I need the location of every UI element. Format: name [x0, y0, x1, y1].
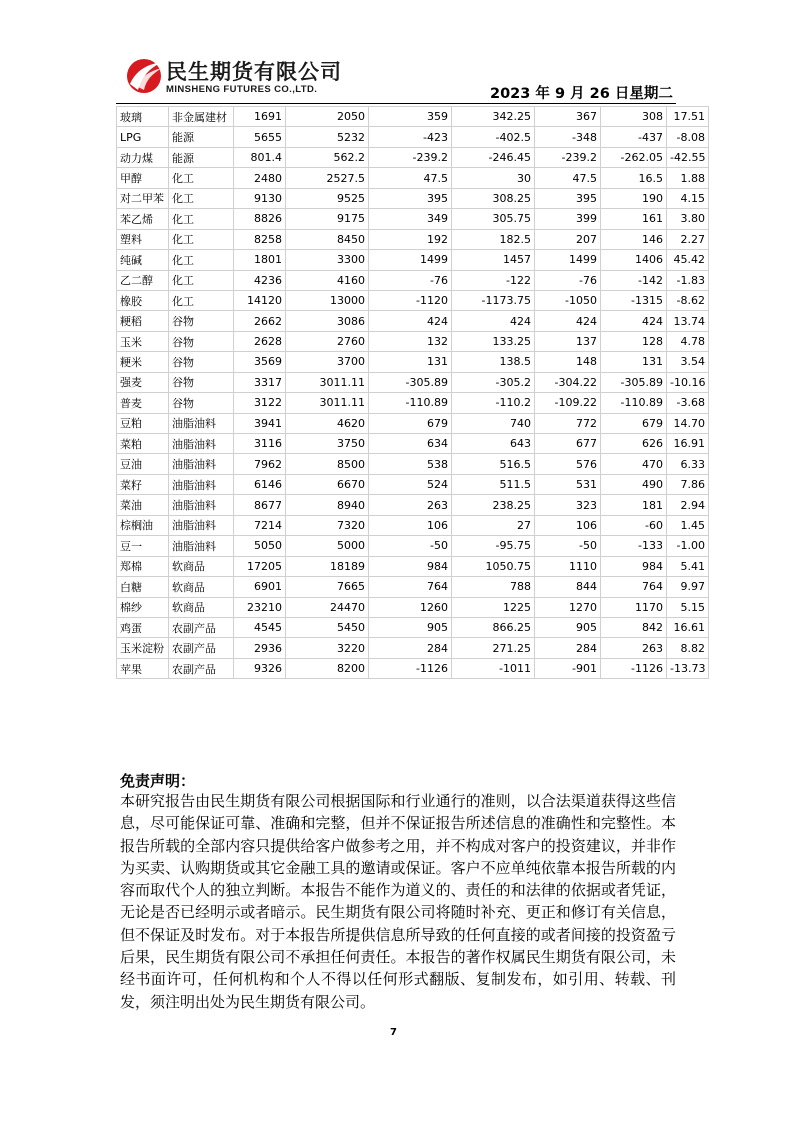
cell-value-5: -239.2 [535, 147, 601, 167]
cell-value-2: 8500 [286, 454, 369, 474]
cell-category: 软商品 [169, 597, 234, 617]
cell-value-2: 3750 [286, 434, 369, 454]
table-row [117, 209, 709, 229]
cell-value-5: 284 [535, 638, 601, 658]
cell-value-2: 5000 [286, 536, 369, 556]
cell-value-2: 4160 [286, 270, 369, 290]
table-row [117, 454, 709, 474]
cell-value-4: 1457 [452, 250, 535, 270]
cell-value-2: 8450 [286, 229, 369, 249]
cell-category: 非金属建材 [169, 107, 234, 127]
report-date: 2023 年 9 月 26 日星期二 [490, 86, 673, 102]
cell-product-name: 粳米 [117, 352, 169, 372]
cell-value-6: -133 [601, 536, 667, 556]
cell-category: 软商品 [169, 556, 234, 576]
table-row [117, 147, 709, 167]
cell-value-6: -305.89 [601, 372, 667, 392]
cell-value-4: -246.45 [452, 147, 535, 167]
cell-value-5: 1499 [535, 250, 601, 270]
cell-value-2: 3220 [286, 638, 369, 658]
cell-value-4: 788 [452, 577, 535, 597]
cell-value-1: 5050 [234, 536, 286, 556]
cell-category: 谷物 [169, 393, 234, 413]
table-row [117, 658, 709, 678]
cell-category: 油脂油料 [169, 515, 234, 535]
cell-value-6: 190 [601, 188, 667, 208]
cell-value-3: 395 [369, 188, 452, 208]
table-row [117, 311, 709, 331]
cell-value-5: 148 [535, 352, 601, 372]
cell-value-6: 1406 [601, 250, 667, 270]
table-row [117, 168, 709, 188]
cell-value-6: 131 [601, 352, 667, 372]
cell-product-name: 豆一 [117, 536, 169, 556]
cell-product-name: 苹果 [117, 658, 169, 678]
cell-value-3: 984 [369, 556, 452, 576]
cell-value-1: 4545 [234, 617, 286, 637]
cell-value-1: 801.4 [234, 147, 286, 167]
cell-value-3: 192 [369, 229, 452, 249]
cell-value-2: 9525 [286, 188, 369, 208]
cell-value-1: 5655 [234, 127, 286, 147]
cell-category: 化工 [169, 168, 234, 188]
cell-value-4: -305.2 [452, 372, 535, 392]
cell-value-5: 399 [535, 209, 601, 229]
cell-value-6: 764 [601, 577, 667, 597]
cell-value-5: 1110 [535, 556, 601, 576]
cell-value-6: 984 [601, 556, 667, 576]
cell-value-4: 511.5 [452, 474, 535, 494]
cell-value-1: 3941 [234, 413, 286, 433]
cell-category: 油脂油料 [169, 536, 234, 556]
cell-product-name: 豆粕 [117, 413, 169, 433]
cell-percent-change: -42.55 [667, 147, 709, 167]
cell-product-name: 棉纱 [117, 597, 169, 617]
table-row [117, 290, 709, 310]
cell-category: 化工 [169, 250, 234, 270]
cell-percent-change: 4.78 [667, 331, 709, 351]
cell-percent-change: 1.88 [667, 168, 709, 188]
cell-value-5: 576 [535, 454, 601, 474]
cell-value-4: 138.5 [452, 352, 535, 372]
cell-value-3: 634 [369, 434, 452, 454]
price-table [116, 106, 709, 679]
cell-value-3: 263 [369, 495, 452, 515]
cell-value-5: 424 [535, 311, 601, 331]
cell-value-5: 47.5 [535, 168, 601, 188]
cell-value-3: 764 [369, 577, 452, 597]
cell-value-3: 1260 [369, 597, 452, 617]
cell-value-5: -109.22 [535, 393, 601, 413]
cell-value-1: 2480 [234, 168, 286, 188]
cell-value-5: 207 [535, 229, 601, 249]
cell-product-name: LPG [117, 127, 169, 147]
cell-value-3: -1126 [369, 658, 452, 678]
cell-value-1: 4236 [234, 270, 286, 290]
cell-product-name: 橡胶 [117, 290, 169, 310]
price-table-body [117, 107, 709, 679]
table-row [117, 474, 709, 494]
cell-value-4: 305.75 [452, 209, 535, 229]
cell-value-2: 5450 [286, 617, 369, 637]
cell-value-2: 18189 [286, 556, 369, 576]
cell-value-3: 1499 [369, 250, 452, 270]
cell-category: 油脂油料 [169, 474, 234, 494]
cell-value-5: -901 [535, 658, 601, 678]
cell-value-5: -304.22 [535, 372, 601, 392]
cell-value-1: 3116 [234, 434, 286, 454]
cell-value-4: 133.25 [452, 331, 535, 351]
cell-percent-change: 16.91 [667, 434, 709, 454]
cell-value-2: 3700 [286, 352, 369, 372]
cell-category: 能源 [169, 127, 234, 147]
table-row [117, 577, 709, 597]
cell-value-3: 905 [369, 617, 452, 637]
cell-value-3: -76 [369, 270, 452, 290]
cell-percent-change: -8.62 [667, 290, 709, 310]
cell-value-3: -110.89 [369, 393, 452, 413]
table-row [117, 556, 709, 576]
cell-percent-change: -13.73 [667, 658, 709, 678]
cell-category: 化工 [169, 270, 234, 290]
cell-value-2: 24470 [286, 597, 369, 617]
cell-value-6: 842 [601, 617, 667, 637]
cell-value-3: 424 [369, 311, 452, 331]
cell-value-4: 27 [452, 515, 535, 535]
cell-category: 能源 [169, 147, 234, 167]
cell-value-6: 470 [601, 454, 667, 474]
cell-value-2: 3086 [286, 311, 369, 331]
cell-value-3: 132 [369, 331, 452, 351]
cell-value-1: 9326 [234, 658, 286, 678]
table-row [117, 352, 709, 372]
cell-percent-change: 16.61 [667, 617, 709, 637]
cell-value-6: -110.89 [601, 393, 667, 413]
cell-value-2: 2760 [286, 331, 369, 351]
cell-percent-change: 5.15 [667, 597, 709, 617]
disclaimer-title: 免责声明： [120, 772, 196, 790]
cell-category: 软商品 [169, 577, 234, 597]
cell-value-2: 9175 [286, 209, 369, 229]
cell-product-name: 棕榈油 [117, 515, 169, 535]
table-row [117, 413, 709, 433]
cell-value-4: 424 [452, 311, 535, 331]
cell-value-2: 8200 [286, 658, 369, 678]
table-row [117, 597, 709, 617]
cell-value-1: 2628 [234, 331, 286, 351]
cell-product-name: 玻璃 [117, 107, 169, 127]
cell-value-1: 14120 [234, 290, 286, 310]
cell-value-1: 8258 [234, 229, 286, 249]
cell-product-name: 鸡蛋 [117, 617, 169, 637]
cell-value-3: -423 [369, 127, 452, 147]
cell-value-6: -1315 [601, 290, 667, 310]
cell-value-4: 866.25 [452, 617, 535, 637]
cell-percent-change: 13.74 [667, 311, 709, 331]
cell-value-1: 7214 [234, 515, 286, 535]
cell-product-name: 纯碱 [117, 250, 169, 270]
cell-product-name: 粳稻 [117, 311, 169, 331]
cell-category: 化工 [169, 290, 234, 310]
cell-category: 农副产品 [169, 658, 234, 678]
cell-value-6: 308 [601, 107, 667, 127]
cell-value-6: 626 [601, 434, 667, 454]
cell-product-name: 乙二醇 [117, 270, 169, 290]
header-divider [116, 103, 676, 104]
cell-value-5: 323 [535, 495, 601, 515]
table-row [117, 331, 709, 351]
cell-value-1: 2936 [234, 638, 286, 658]
cell-value-4: -1173.75 [452, 290, 535, 310]
table-row [117, 515, 709, 535]
cell-category: 油脂油料 [169, 495, 234, 515]
cell-value-6: 16.5 [601, 168, 667, 188]
cell-product-name: 普麦 [117, 393, 169, 413]
cell-value-4: 182.5 [452, 229, 535, 249]
table-row [117, 536, 709, 556]
cell-percent-change: 4.15 [667, 188, 709, 208]
cell-value-4: 238.25 [452, 495, 535, 515]
minsheng-logo-icon [124, 56, 164, 96]
company-name-cn: 民生期货有限公司 [166, 60, 342, 84]
cell-value-6: -60 [601, 515, 667, 535]
cell-percent-change: 1.45 [667, 515, 709, 535]
cell-value-4: -402.5 [452, 127, 535, 147]
cell-value-3: 47.5 [369, 168, 452, 188]
cell-value-5: -1050 [535, 290, 601, 310]
cell-value-5: 677 [535, 434, 601, 454]
cell-value-2: 3011.11 [286, 393, 369, 413]
page-number: 7 [390, 1027, 397, 1038]
cell-category: 谷物 [169, 352, 234, 372]
cell-category: 农副产品 [169, 617, 234, 637]
cell-percent-change: -1.83 [667, 270, 709, 290]
company-logo [124, 56, 364, 100]
cell-product-name: 动力煤 [117, 147, 169, 167]
cell-value-4: -122 [452, 270, 535, 290]
cell-percent-change: 5.41 [667, 556, 709, 576]
cell-value-3: 538 [369, 454, 452, 474]
cell-value-6: 1170 [601, 597, 667, 617]
cell-percent-change: 7.86 [667, 474, 709, 494]
cell-percent-change: 9.97 [667, 577, 709, 597]
cell-value-3: -305.89 [369, 372, 452, 392]
cell-value-1: 1801 [234, 250, 286, 270]
cell-value-2: 13000 [286, 290, 369, 310]
cell-category: 农副产品 [169, 638, 234, 658]
company-name-en: MINSHENG FUTURES CO.,LTD. [166, 84, 318, 95]
cell-value-2: 7665 [286, 577, 369, 597]
cell-value-5: 531 [535, 474, 601, 494]
cell-value-6: 146 [601, 229, 667, 249]
cell-product-name: 塑料 [117, 229, 169, 249]
cell-product-name: 菜粕 [117, 434, 169, 454]
table-row [117, 270, 709, 290]
cell-value-1: 6901 [234, 577, 286, 597]
cell-value-1: 17205 [234, 556, 286, 576]
cell-value-6: -1126 [601, 658, 667, 678]
cell-category: 化工 [169, 188, 234, 208]
cell-value-1: 8826 [234, 209, 286, 229]
cell-value-2: 4620 [286, 413, 369, 433]
cell-value-3: -1120 [369, 290, 452, 310]
cell-value-5: 106 [535, 515, 601, 535]
table-row [117, 229, 709, 249]
cell-value-3: 359 [369, 107, 452, 127]
table-row [117, 188, 709, 208]
cell-value-5: -50 [535, 536, 601, 556]
disclaimer-body: 本研究报告由民生期货有限公司根据国际和行业通行的准则，以合法渠道获得这些信息，尽可能保证可靠、准确和完整，但并不保证报告所述信息的准确性和完整性。本报告所载的全部内容只提供给客户做参考之用，并不构成对客户的投资建议，并非作为买卖、认购期货或其它金融工具的邀请或保证。客户不应单纯依靠本报告所载的内容而取代个人的独立判断。本报告不能作为道义的、责任的和法律的依据或者凭证，无论是否已经明示或者暗示。民生期货有限公司将随时补充、更正和修订有关信息，但不保证及时发布。对于本报告所提供信息所导致的任何直接的或者间接的投资盈亏后果，民生期货有限公司不承担任何责任。本报告的著作权属民生期货有限公司，未经书面许可，任何机构和个人不得以任何形式翻版、复制发布，如引用、转载、刊发，须注明出处为民生期货有限公司。 [120, 792, 676, 1011]
cell-percent-change: 3.54 [667, 352, 709, 372]
cell-value-5: 772 [535, 413, 601, 433]
cell-value-2: 7320 [286, 515, 369, 535]
cell-value-1: 1691 [234, 107, 286, 127]
cell-value-4: 1050.75 [452, 556, 535, 576]
cell-category: 化工 [169, 209, 234, 229]
cell-value-6: 263 [601, 638, 667, 658]
cell-product-name: 玉米 [117, 331, 169, 351]
cell-value-2: 562.2 [286, 147, 369, 167]
cell-value-4: -95.75 [452, 536, 535, 556]
cell-product-name: 玉米淀粉 [117, 638, 169, 658]
cell-value-4: 516.5 [452, 454, 535, 474]
cell-value-6: -142 [601, 270, 667, 290]
cell-category: 油脂油料 [169, 434, 234, 454]
cell-product-name: 甲醇 [117, 168, 169, 188]
cell-value-5: 905 [535, 617, 601, 637]
cell-product-name: 强麦 [117, 372, 169, 392]
cell-value-4: -110.2 [452, 393, 535, 413]
cell-product-name: 苯乙烯 [117, 209, 169, 229]
cell-percent-change: 2.27 [667, 229, 709, 249]
cell-value-5: 367 [535, 107, 601, 127]
cell-value-1: 3569 [234, 352, 286, 372]
cell-value-1: 8677 [234, 495, 286, 515]
table-row [117, 127, 709, 147]
cell-value-2: 8940 [286, 495, 369, 515]
cell-percent-change: 2.94 [667, 495, 709, 515]
cell-value-6: 679 [601, 413, 667, 433]
cell-value-4: 643 [452, 434, 535, 454]
cell-value-4: 271.25 [452, 638, 535, 658]
cell-value-3: -50 [369, 536, 452, 556]
cell-value-1: 3122 [234, 393, 286, 413]
cell-value-1: 6146 [234, 474, 286, 494]
cell-percent-change: -3.68 [667, 393, 709, 413]
cell-value-5: -76 [535, 270, 601, 290]
cell-value-4: 1225 [452, 597, 535, 617]
cell-value-4: -1011 [452, 658, 535, 678]
cell-percent-change: 3.80 [667, 209, 709, 229]
cell-value-6: 181 [601, 495, 667, 515]
cell-value-2: 2050 [286, 107, 369, 127]
cell-percent-change: -10.16 [667, 372, 709, 392]
cell-value-1: 23210 [234, 597, 286, 617]
cell-product-name: 白糖 [117, 577, 169, 597]
cell-percent-change: 8.82 [667, 638, 709, 658]
cell-value-6: -437 [601, 127, 667, 147]
cell-percent-change: -1.00 [667, 536, 709, 556]
table-row [117, 495, 709, 515]
table-row [117, 638, 709, 658]
cell-percent-change: 14.70 [667, 413, 709, 433]
cell-value-1: 3317 [234, 372, 286, 392]
cell-value-5: -348 [535, 127, 601, 147]
cell-value-3: 524 [369, 474, 452, 494]
cell-value-5: 844 [535, 577, 601, 597]
cell-value-5: 137 [535, 331, 601, 351]
cell-percent-change: -8.08 [667, 127, 709, 147]
cell-value-3: 131 [369, 352, 452, 372]
cell-value-5: 1270 [535, 597, 601, 617]
cell-percent-change: 17.51 [667, 107, 709, 127]
cell-category: 化工 [169, 229, 234, 249]
cell-value-1: 9130 [234, 188, 286, 208]
table-row [117, 250, 709, 270]
cell-value-2: 5232 [286, 127, 369, 147]
cell-value-1: 7962 [234, 454, 286, 474]
cell-value-4: 342.25 [452, 107, 535, 127]
cell-product-name: 菜油 [117, 495, 169, 515]
cell-category: 油脂油料 [169, 413, 234, 433]
cell-value-3: 284 [369, 638, 452, 658]
cell-value-2: 6670 [286, 474, 369, 494]
cell-value-2: 3300 [286, 250, 369, 270]
cell-value-3: 106 [369, 515, 452, 535]
cell-value-5: 395 [535, 188, 601, 208]
cell-percent-change: 6.33 [667, 454, 709, 474]
table-row [117, 372, 709, 392]
cell-value-6: 128 [601, 331, 667, 351]
table-row [117, 434, 709, 454]
cell-value-2: 3011.11 [286, 372, 369, 392]
cell-value-3: -239.2 [369, 147, 452, 167]
cell-value-6: -262.05 [601, 147, 667, 167]
cell-product-name: 豆油 [117, 454, 169, 474]
cell-value-4: 308.25 [452, 188, 535, 208]
cell-value-2: 2527.5 [286, 168, 369, 188]
cell-value-4: 30 [452, 168, 535, 188]
cell-category: 谷物 [169, 311, 234, 331]
cell-category: 油脂油料 [169, 454, 234, 474]
cell-value-3: 679 [369, 413, 452, 433]
cell-value-4: 740 [452, 413, 535, 433]
cell-product-name: 郑棉 [117, 556, 169, 576]
cell-value-6: 424 [601, 311, 667, 331]
cell-category: 谷物 [169, 372, 234, 392]
table-row [117, 107, 709, 127]
table-row [117, 617, 709, 637]
cell-product-name: 菜籽 [117, 474, 169, 494]
cell-value-6: 161 [601, 209, 667, 229]
table-row [117, 393, 709, 413]
cell-percent-change: 45.42 [667, 250, 709, 270]
cell-product-name: 对二甲苯 [117, 188, 169, 208]
cell-value-1: 2662 [234, 311, 286, 331]
cell-value-3: 349 [369, 209, 452, 229]
cell-value-6: 490 [601, 474, 667, 494]
cell-category: 谷物 [169, 331, 234, 351]
